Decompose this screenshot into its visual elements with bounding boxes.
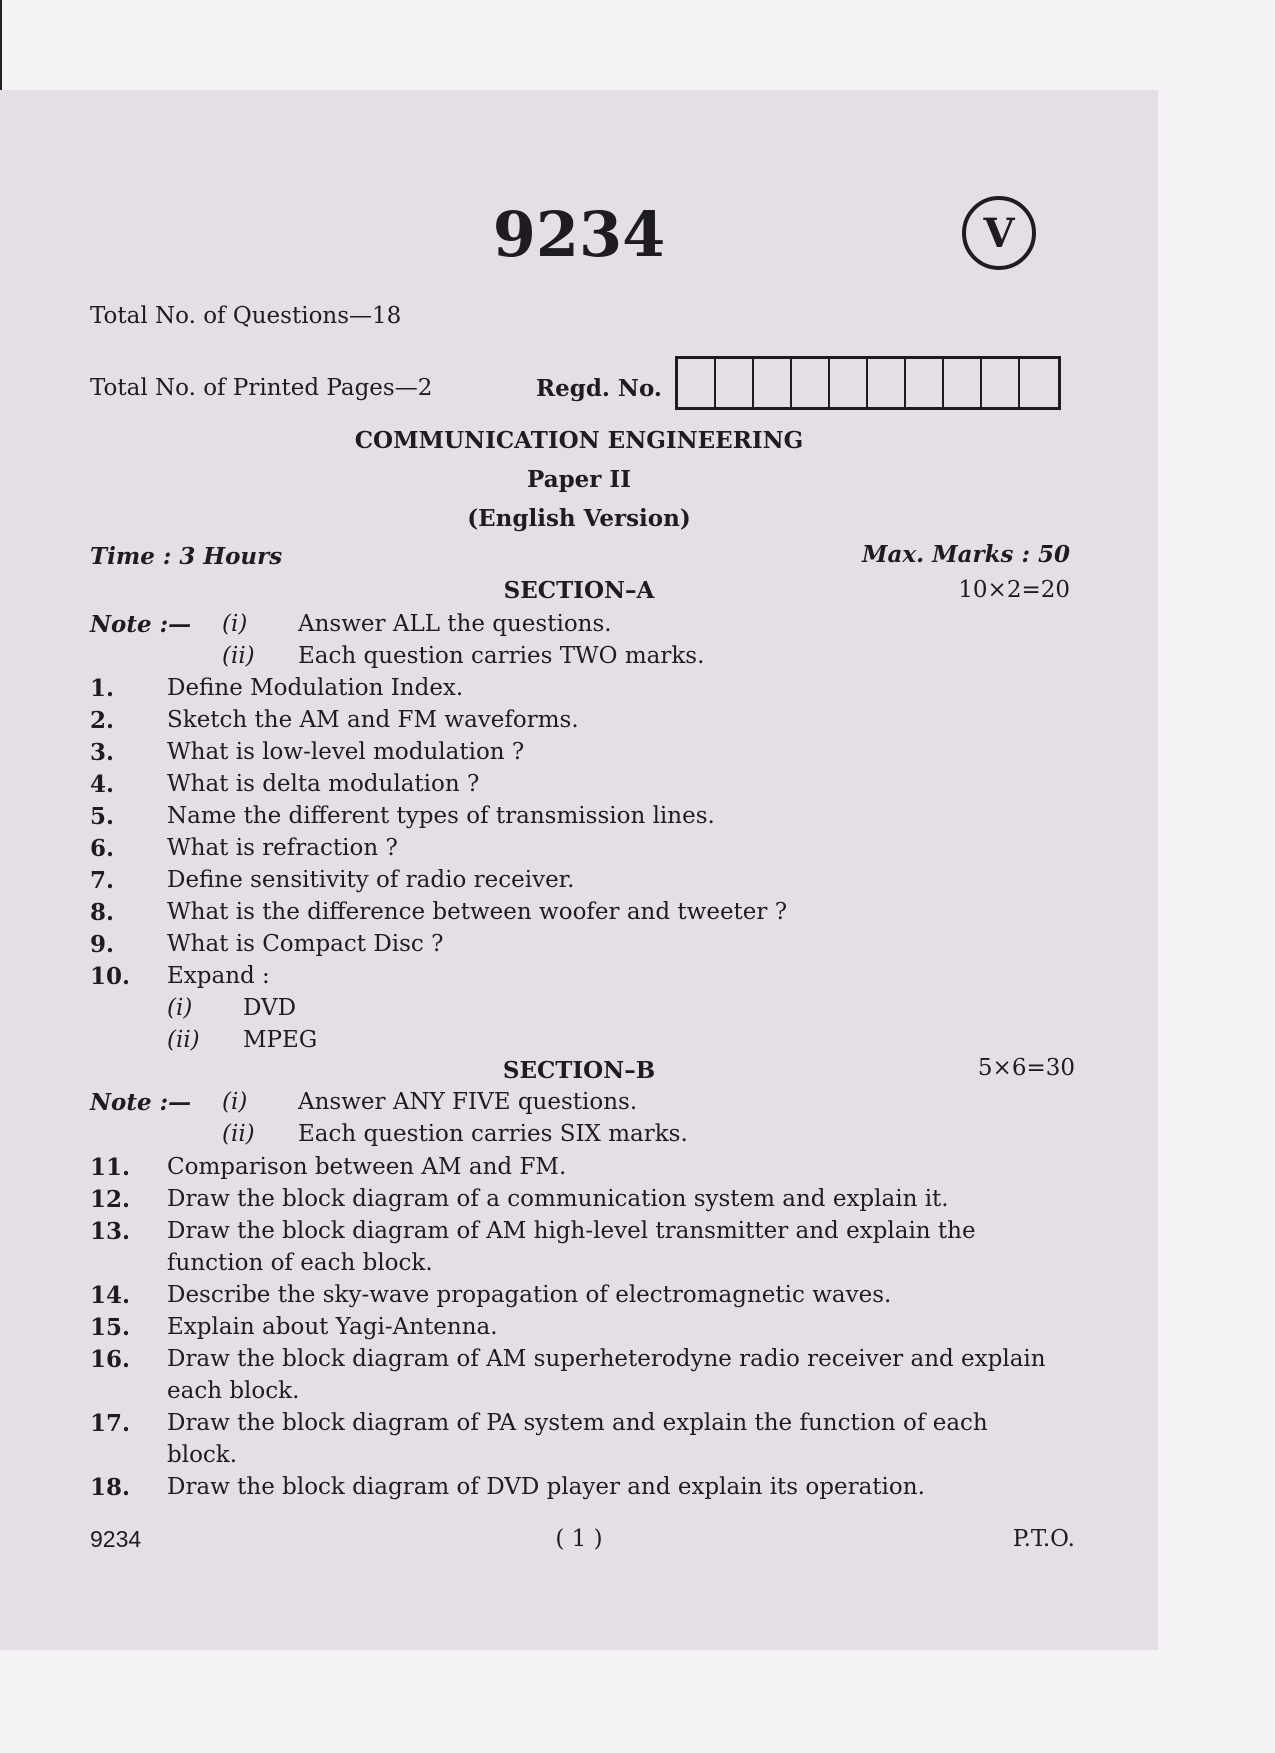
question-number: 15. (90, 1314, 131, 1341)
question-number: 12. (90, 1186, 131, 1213)
question-text: Draw the block diagram of DVD player and explain its operation. (167, 1474, 925, 1500)
question-number: 14. (90, 1282, 131, 1309)
version-title: (English Version) (467, 505, 691, 532)
question-number: 10. (90, 963, 131, 990)
expand-item-text: DVD (243, 995, 297, 1021)
note-text: Answer ALL the questions. (298, 611, 612, 637)
total-questions: Total No. of Questions—18 (90, 303, 402, 329)
section-a-note-label: Note :— (90, 611, 192, 638)
note-text: Each question carries SIX marks. (298, 1121, 688, 1147)
question-number: 6. (90, 835, 115, 862)
expand-item-text: MPEG (243, 1027, 318, 1053)
question-number: 17. (90, 1410, 131, 1437)
time-allowed: Time : 3 Hours (90, 543, 283, 570)
version-mark: V (983, 209, 1015, 257)
note-text: Answer ANY FIVE questions. (298, 1089, 638, 1115)
regd-box[interactable] (944, 359, 982, 407)
question-text: Draw the block diagram of PA system and explain the function of each (167, 1410, 988, 1436)
question-text: Name the different types of transmission lines. (167, 803, 715, 829)
question-number: 1. (90, 675, 115, 702)
question-number: 9. (90, 931, 115, 958)
question-text: What is Compact Disc ? (167, 931, 444, 957)
question-text: What is low-level modulation ? (167, 739, 525, 765)
expand-item-number: (ii) (167, 1027, 200, 1053)
regd-box[interactable] (830, 359, 868, 407)
page-edge-rule (0, 0, 2, 92)
total-pages: Total No. of Printed Pages—2 (90, 375, 433, 401)
question-text-continued: function of each block. (167, 1250, 433, 1276)
section-b-note-label: Note :— (90, 1089, 192, 1116)
footer-paper-code: 9234 (90, 1526, 142, 1552)
question-text: Define Modulation Index. (167, 675, 464, 701)
question-text: Sketch the AM and FM waveforms. (167, 707, 579, 733)
section-a-title: SECTION–A (503, 577, 655, 604)
question-text-continued: block. (167, 1442, 238, 1468)
regd-label: Regd. No. (536, 375, 662, 402)
question-text: What is refraction ? (167, 835, 398, 861)
question-number: 3. (90, 739, 115, 766)
question-number: 7. (90, 867, 115, 894)
regd-number-boxes[interactable] (675, 356, 1061, 410)
regd-box[interactable] (982, 359, 1020, 407)
regd-box[interactable] (754, 359, 792, 407)
question-number: 18. (90, 1474, 131, 1501)
question-text-continued: each block. (167, 1378, 300, 1404)
question-text: Expand : (167, 963, 270, 989)
section-b-marks: 5×6=30 (977, 1055, 1075, 1081)
subject-title: COMMUNICATION ENGINEERING (354, 427, 804, 454)
section-b-title: SECTION–B (502, 1057, 656, 1084)
regd-box[interactable] (1020, 359, 1058, 407)
question-text: What is delta modulation ? (167, 771, 480, 797)
note-number: (ii) (222, 1121, 255, 1147)
question-text: Explain about Yagi-Antenna. (167, 1314, 498, 1340)
paper-title: Paper II (527, 466, 631, 493)
max-marks: Max. Marks : 50 (862, 541, 1070, 568)
regd-box[interactable] (906, 359, 944, 407)
paper-code-heading: 9234 (492, 198, 666, 271)
question-number: 11. (90, 1154, 131, 1181)
question-number: 5. (90, 803, 115, 830)
question-number: 13. (90, 1218, 131, 1245)
question-text: Draw the block diagram of AM superheterodyne radio receiver and explain (167, 1346, 1046, 1372)
version-circle-badge (962, 196, 1036, 270)
regd-box[interactable] (716, 359, 754, 407)
footer-pto: P.T.O. (1012, 1526, 1075, 1552)
regd-box[interactable] (678, 359, 716, 407)
footer-page-number: ( 1 ) (555, 1526, 603, 1552)
question-number: 4. (90, 771, 115, 798)
note-text: Each question carries TWO marks. (298, 643, 705, 669)
section-a-marks: 10×2=20 (958, 577, 1070, 603)
expand-item-number: (i) (167, 995, 193, 1021)
note-number: (ii) (222, 643, 255, 669)
note-number: (i) (222, 1089, 248, 1115)
regd-box[interactable] (868, 359, 906, 407)
question-number: 2. (90, 707, 115, 734)
question-number: 16. (90, 1346, 131, 1373)
question-text: Define sensitivity of radio receiver. (167, 867, 575, 893)
question-text: Draw the block diagram of a communication system and explain it. (167, 1186, 949, 1212)
regd-box[interactable] (792, 359, 830, 407)
question-text: What is the difference between woofer and tweeter ? (167, 899, 788, 925)
question-text: Describe the sky-wave propagation of electromagnetic waves. (167, 1282, 892, 1308)
question-text: Comparison between AM and FM. (167, 1154, 567, 1180)
question-number: 8. (90, 899, 115, 926)
note-number: (i) (222, 611, 248, 637)
question-text: Draw the block diagram of AM high-level transmitter and explain the (167, 1218, 976, 1244)
